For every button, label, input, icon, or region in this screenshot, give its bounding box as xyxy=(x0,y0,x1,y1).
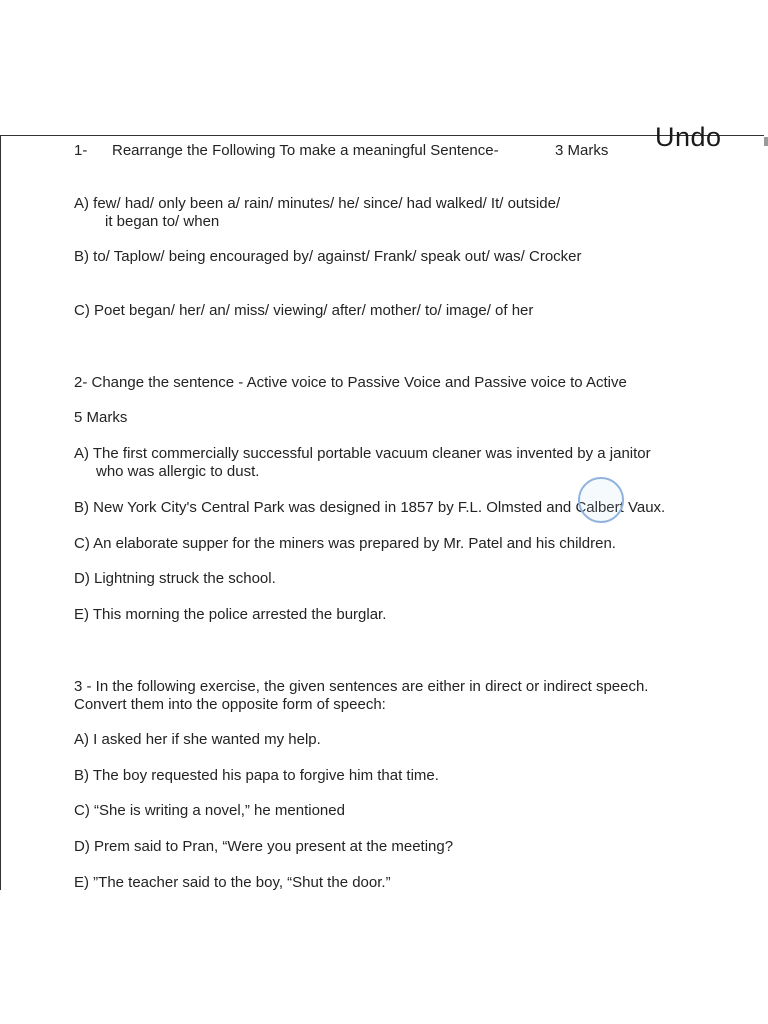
q1-title: Rearrange the Following To make a meaningful Sentence- xyxy=(112,142,499,159)
q1-item-a-cont: it began to/ when xyxy=(105,213,220,230)
q3-item-e: E) ”The teacher said to the boy, “Shut the door.” xyxy=(74,874,391,891)
q3-title-cont: Convert them into the opposite form of speech: xyxy=(74,696,386,713)
q3-item-b: B) The boy requested his papa to forgive him that time. xyxy=(74,767,439,784)
q1-item-a: A) few/ had/ only been a/ rain/ minutes/ he/ since/ had walked/ It/ outside/ xyxy=(74,195,561,212)
q2-item-d: D) Lightning struck the school. xyxy=(74,570,276,587)
touch-cursor-icon xyxy=(578,477,624,523)
q2-marks: 5 Marks xyxy=(74,409,128,426)
q2-item-c: C) An elaborate supper for the miners was prepared by Mr. Patel and his children. xyxy=(74,535,616,552)
q2-item-e: E) This morning the police arrested the burglar. xyxy=(74,606,387,623)
undo-button[interactable]: Undo xyxy=(655,122,722,150)
q2-title: 2- Change the sentence - Active voice to Passive Voice and Passive voice to Active xyxy=(74,374,627,391)
q2-item-a-cont: who was allergic to dust. xyxy=(96,463,260,480)
q3-title: 3 - In the following exercise, the given sentences are either in direct or indirect speech. xyxy=(74,678,649,695)
q1-number: 1- xyxy=(74,142,88,159)
q2-item-b: B) New York City's Central Park was designed in 1857 by F.L. Olmsted and Calbert Vaux. xyxy=(74,499,666,516)
q1-item-c: C) Poet began/ her/ an/ miss/ viewing/ after/ mother/ to/ image/ of her xyxy=(74,302,534,319)
q3-item-d: D) Prem said to Pran, “Were you present at the meeting? xyxy=(74,838,454,855)
q1-item-b: B) to/ Taplow/ being encouraged by/ against/ Frank/ speak out/ was/ Crocker xyxy=(74,248,582,265)
scrollbar-edge[interactable] xyxy=(764,137,768,146)
q1-marks: 3 Marks xyxy=(555,142,609,159)
q3-item-c: C) “She is writing a novel,” he mentioned xyxy=(74,802,345,819)
q3-item-a: A) I asked her if she wanted my help. xyxy=(74,731,321,748)
q2-item-a: A) The first commercially successful portable vacuum cleaner was invented by a janitor xyxy=(74,445,651,462)
